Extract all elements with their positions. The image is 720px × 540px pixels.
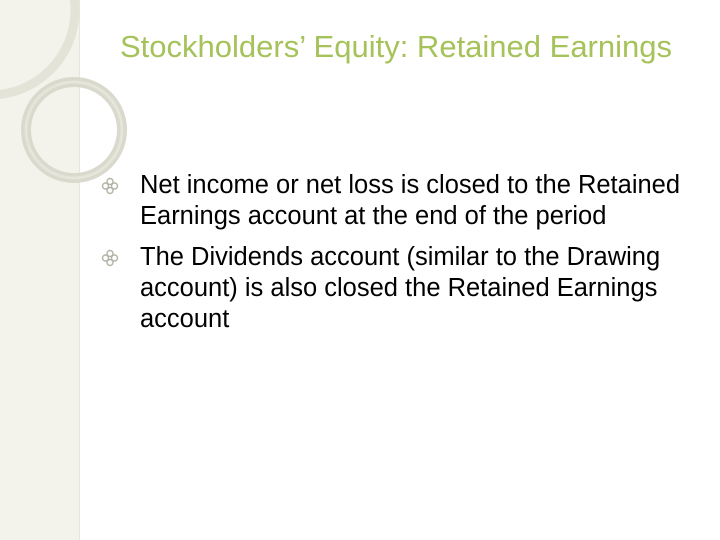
bullet-text: The Dividends account (similar to the Drawing account) is also closed the Retained Earnings account	[140, 243, 661, 333]
flower-bullet-icon	[101, 170, 119, 201]
slide-title: Stockholders’ Equity: Retained Earnings	[120, 29, 672, 64]
flower-bullet-icon	[101, 242, 119, 273]
bullet-item	[101, 170, 701, 232]
bullet-text: Net income or net loss is closed to the Retained Earnings account at the end of the period	[140, 171, 681, 230]
bullet-item	[101, 242, 701, 335]
bullet-list	[101, 170, 701, 345]
